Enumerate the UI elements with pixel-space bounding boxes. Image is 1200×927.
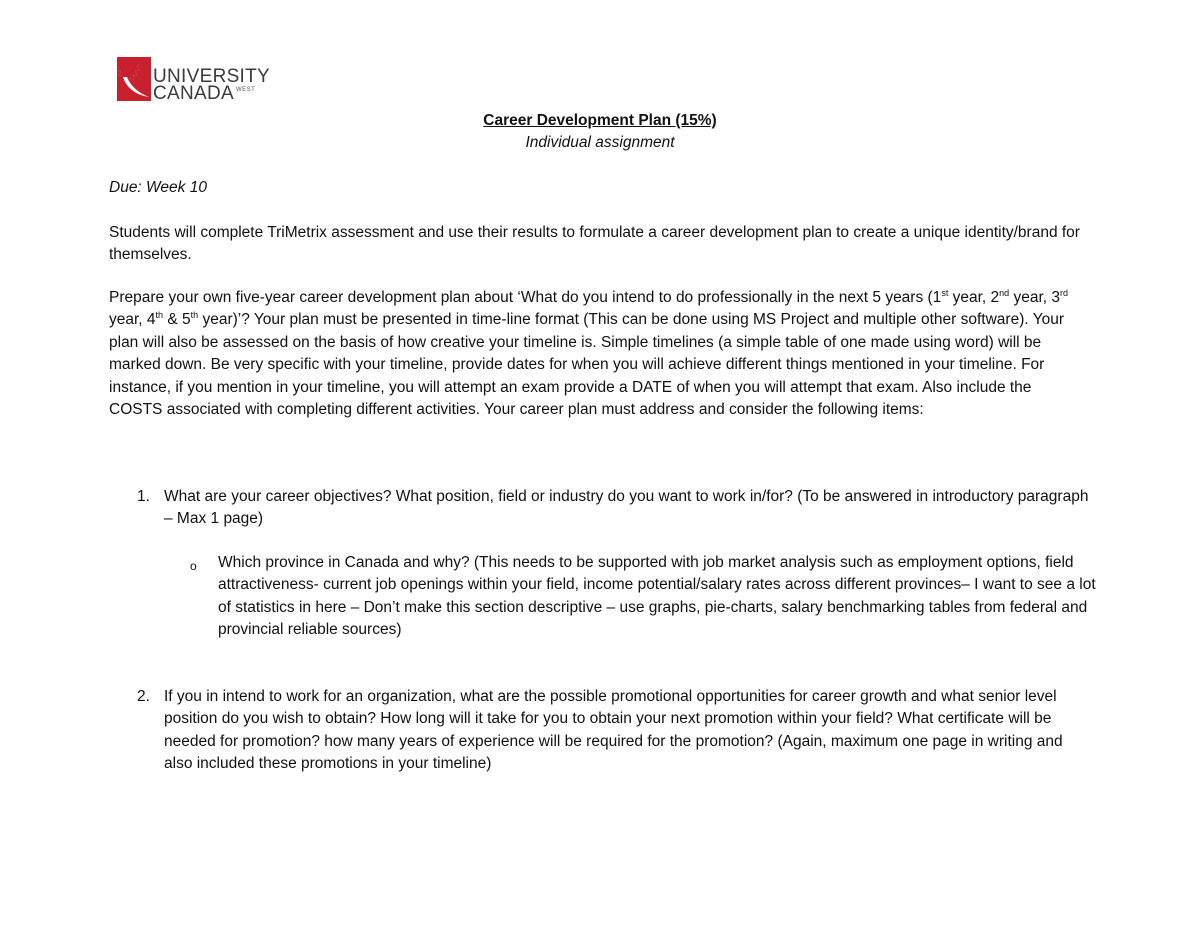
logo-text-canada: CANADA (153, 83, 234, 104)
superscript: nd (999, 287, 1010, 298)
due-date: Due: Week 10 (109, 179, 207, 196)
plan-paragraph (109, 287, 1089, 421)
list-number: 2. (137, 688, 150, 705)
plan-text-part: year, 2 (948, 289, 1000, 306)
plan-text-part: year)’? Your plan must be presented in time-line format (This can be done using MS Project and multiple other software). Your plan will also be assessed on the basis of how creative your timeline is. Simple timelines (a simple table of one made using word) will be marked down. Be very specific with your timeline, provide dates for when you will achieve different things mentioned in your timeline. For instance, if you mention in your timeline, you will attempt an exam provide a DATE of when you will attempt that exam. Also include the COSTS associated with completing different activities. Your career plan must address and consider the following items: (109, 311, 1065, 419)
plan-text-part: year, 4 (109, 311, 156, 329)
plan-text-part: year, 3 (1009, 289, 1061, 306)
university-logo (117, 57, 277, 103)
superscript: rd (1060, 287, 1069, 298)
plan-text-part: Prepare your own five-year career development plan about ‘What do you intend to do professionally in the next 5 years (1 (109, 289, 942, 306)
list-item-text: If you in intend to work for an organization, what are the possible promotional opportunities for career growth and what senior level position do you wish to obtain? How long will it take for you to obtain your next promotion within your field? What certificate will be needed for promotion? how many years of experience will be required for the promotion? (Again, maximum one page in writing and also included these promotions in your timeline) (164, 688, 1063, 773)
document-subtitle: Individual assignment (525, 134, 675, 151)
sub-list-item-text: Which province in Canada and why? (This needs to be supported with job market analysis such as employment options, field attractiveness- current job openings within your field, income potential/salary rates across different provinces– I want to see a lot of statistics in here – Don’t make this section descriptive – use graphs, pie-charts, salary benchmarking tables from federal and provincial reliable sources) (218, 554, 1096, 639)
plan-text-part: & 5 (163, 311, 191, 329)
logo-text-west: WEST (236, 87, 256, 93)
document-title: Career Development Plan (15%) (483, 112, 717, 129)
list-number: 1. (137, 488, 150, 505)
logo-text-university: UNIVERSITY (153, 66, 271, 87)
superscript: th (190, 310, 199, 321)
maple-leaf-logo-icon (117, 57, 153, 101)
intro-paragraph: Students will complete TriMetrix assessment and use their results to formulate a career development plan to create a unique identity/brand for themselves. (109, 224, 1080, 264)
list-item-text: What are your career objectives? What position, field or industry do you want to work in/for? (To be answered in introductory paragraph – Max 1 page) (164, 488, 1089, 528)
superscript: th (155, 310, 164, 321)
superscript: st (941, 287, 949, 298)
sub-bullet-icon: o (190, 559, 197, 573)
